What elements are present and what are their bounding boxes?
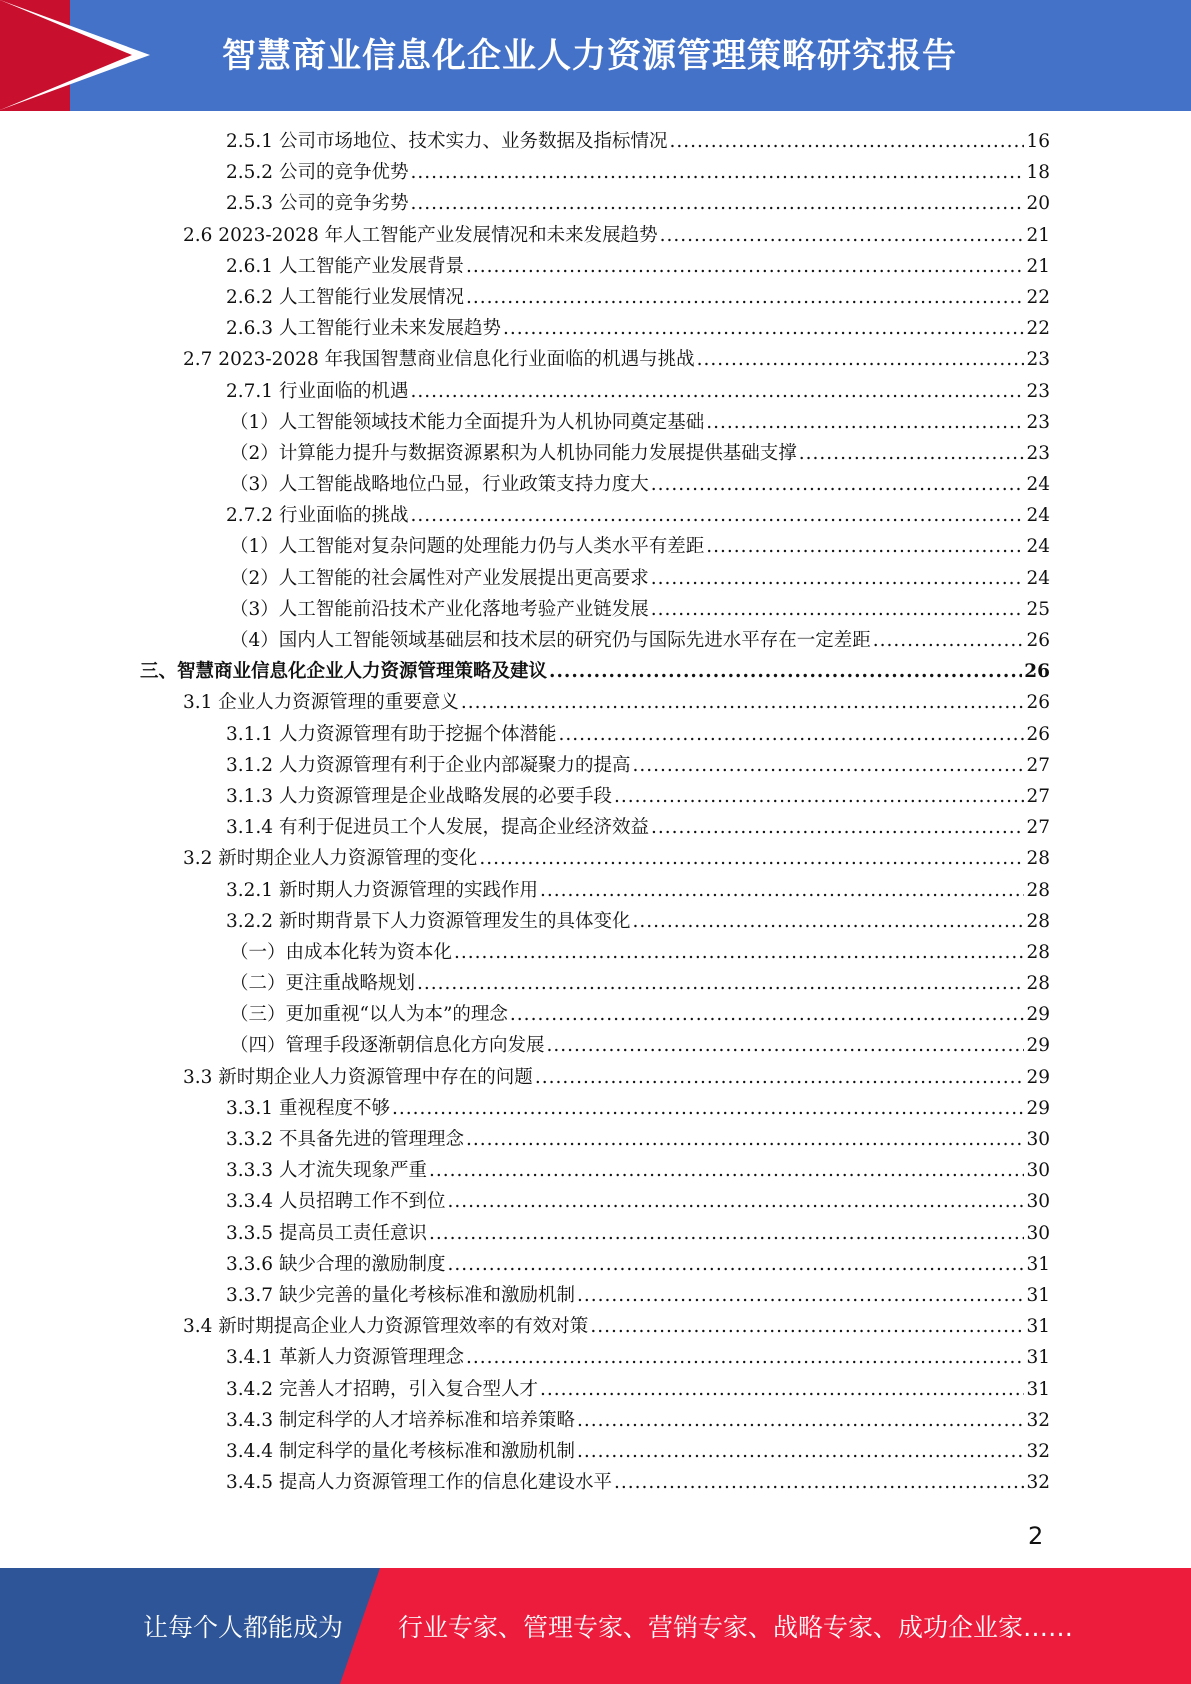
toc-entry-title: 3.3.6 缺少合理的激励制度 bbox=[226, 1253, 446, 1275]
toc-entry-page: 21 bbox=[1026, 224, 1050, 246]
toc-entry-page: 24 bbox=[1026, 536, 1050, 558]
toc-entry[interactable] bbox=[140, 1375, 1050, 1406]
toc-entry[interactable] bbox=[140, 595, 1050, 626]
toc-entry[interactable] bbox=[140, 314, 1050, 345]
toc-entry-page: 29 bbox=[1026, 1097, 1050, 1119]
toc-entry-page: 27 bbox=[1026, 817, 1050, 839]
toc-leader-dots bbox=[706, 412, 1024, 433]
toc-entry[interactable] bbox=[140, 1437, 1050, 1468]
toc-entry-page: 29 bbox=[1026, 1066, 1050, 1088]
toc-entry[interactable] bbox=[140, 720, 1050, 751]
toc-leader-dots bbox=[540, 1379, 1024, 1400]
toc-entry-page: 24 bbox=[1026, 474, 1050, 496]
toc-entry[interactable] bbox=[140, 626, 1050, 657]
toc-entry[interactable] bbox=[140, 221, 1050, 252]
toc-entry-page: 31 bbox=[1026, 1378, 1050, 1400]
toc-leader-dots bbox=[479, 848, 1024, 869]
toc-entry[interactable] bbox=[140, 1281, 1050, 1312]
toc-entry-page: 20 bbox=[1026, 193, 1050, 215]
toc-entry[interactable] bbox=[140, 1406, 1050, 1437]
header-chevron-red bbox=[0, 0, 132, 110]
toc-entry-page: 28 bbox=[1026, 941, 1050, 963]
toc-leader-dots bbox=[410, 505, 1024, 526]
footer-slogan-left: 让每个人都能成为 bbox=[143, 1613, 344, 1642]
toc-entry[interactable] bbox=[140, 158, 1050, 189]
toc-entry-page: 24 bbox=[1026, 567, 1050, 589]
toc-entry-page: 30 bbox=[1026, 1160, 1050, 1182]
toc-entry[interactable] bbox=[140, 657, 1050, 688]
toc-entry-page: 26 bbox=[1026, 692, 1050, 714]
toc-entry-title: （2）人工智能的社会属性对产业发展提出更高要求 bbox=[230, 567, 649, 589]
toc-entry-page: 24 bbox=[1026, 505, 1050, 527]
toc-entry-title: 3.3.5 提高员工责任意识 bbox=[226, 1222, 427, 1244]
toc-leader-dots bbox=[590, 1316, 1024, 1337]
toc-leader-dots bbox=[558, 724, 1024, 745]
toc-entry-title: 3.3.4 人员招聘工作不到位 bbox=[226, 1191, 446, 1213]
toc-entry[interactable] bbox=[140, 907, 1050, 938]
toc-entry-page: 30 bbox=[1026, 1129, 1050, 1150]
toc-entry[interactable] bbox=[140, 876, 1050, 907]
toc-leader-dots bbox=[510, 1004, 1025, 1025]
footer-red-slant bbox=[340, 1568, 380, 1684]
toc-entry-page: 29 bbox=[1026, 1004, 1050, 1026]
toc-entry-page: 25 bbox=[1026, 598, 1050, 620]
page-footer bbox=[0, 1568, 1191, 1684]
toc-leader-dots bbox=[466, 256, 1024, 277]
toc-entry-page: 21 bbox=[1026, 255, 1050, 277]
toc-entry-title: 2.5.1 公司市场地位、技术实力、业务数据及指标情况 bbox=[226, 131, 668, 152]
toc-leader-dots bbox=[535, 1067, 1025, 1088]
toc-entry-title: 3.3 新时期企业人力资源管理中存在的问题 bbox=[183, 1066, 533, 1088]
toc-entry[interactable] bbox=[140, 813, 1050, 844]
toc-entry-page: 31 bbox=[1026, 1347, 1050, 1369]
toc-entry-page: 31 bbox=[1026, 1253, 1050, 1275]
toc-entry-title: 3.1 企业人力资源管理的重要意义 bbox=[183, 692, 459, 714]
toc-entry-title: （2）计算能力提升与数据资源累积为人机协同能力发展提供基础支撑 bbox=[230, 442, 797, 464]
toc-entry[interactable] bbox=[140, 189, 1050, 220]
toc-leader-dots bbox=[417, 973, 1024, 994]
toc-leader-dots bbox=[447, 1191, 1024, 1212]
toc-entry[interactable] bbox=[140, 564, 1050, 595]
toc-entry-title: 3.4 新时期提高企业人力资源管理效率的有效对策 bbox=[183, 1316, 589, 1338]
toc-entry-title: （4）国内人工智能领域基础层和技术层的研究仍与国际先进水平存在一定差距 bbox=[230, 630, 871, 651]
toc-entry-page: 23 bbox=[1026, 380, 1050, 402]
toc-entry-title: 3.2.1 新时期人力资源管理的实践作用 bbox=[226, 879, 538, 901]
toc-entry-page: 26 bbox=[1026, 630, 1050, 651]
toc-leader-dots bbox=[873, 630, 1025, 651]
toc-entry-title: 3.4.4 制定科学的量化考核标准和激励机制 bbox=[226, 1440, 575, 1462]
toc-entry-title: 三、智慧商业信息化企业人力资源管理策略及建议 bbox=[140, 661, 548, 683]
toc-entry-page: 22 bbox=[1026, 286, 1050, 308]
toc-entry-title: 2.5.3 公司的竞争劣势 bbox=[226, 193, 409, 215]
toc-entry[interactable] bbox=[140, 751, 1050, 782]
toc-entry[interactable] bbox=[140, 252, 1050, 283]
toc-leader-dots bbox=[706, 536, 1024, 557]
toc-leader-dots bbox=[632, 755, 1024, 776]
toc-entry[interactable] bbox=[140, 1156, 1050, 1187]
toc-entry[interactable] bbox=[140, 1125, 1050, 1156]
toc-leader-dots bbox=[651, 599, 1025, 620]
toc-entry[interactable] bbox=[140, 1250, 1050, 1281]
toc-entry-title: （3）人工智能战略地位凸显，行业政策支持力度大 bbox=[230, 474, 649, 496]
toc-entry-page: 30 bbox=[1026, 1222, 1050, 1244]
toc-entry-title: （二）更注重战略规划 bbox=[230, 973, 416, 995]
toc-leader-dots bbox=[697, 349, 1025, 370]
toc-entry-title: 2.6.1 人工智能产业发展背景 bbox=[226, 255, 464, 277]
toc-leader-dots bbox=[392, 1098, 1024, 1119]
toc-leader-dots bbox=[577, 1410, 1024, 1431]
toc-entry-title: 3.4.5 提高人力资源管理工作的信息化建设水平 bbox=[226, 1472, 612, 1494]
toc-leader-dots bbox=[632, 911, 1024, 932]
toc-entry-title: （3）人工智能前沿技术产业化落地考验产业链发展 bbox=[230, 598, 649, 620]
toc-entry-page: 32 bbox=[1026, 1472, 1050, 1494]
toc-entry-title: 3.3.2 不具备先进的管理理念 bbox=[226, 1129, 464, 1150]
toc-leader-dots bbox=[651, 817, 1024, 838]
toc-entry-title: 3.2 新时期企业人力资源管理的变化 bbox=[183, 848, 478, 870]
toc-entry-title: 2.6.2 人工智能行业发展情况 bbox=[226, 286, 464, 308]
toc-entry-page: 16 bbox=[1026, 131, 1050, 152]
toc-entry-page: 27 bbox=[1026, 785, 1050, 807]
toc-entry-page: 32 bbox=[1026, 1409, 1050, 1431]
toc-entry[interactable] bbox=[140, 1031, 1050, 1062]
toc-entry-title: 3.1.2 人力资源管理有利于企业内部凝聚力的提高 bbox=[226, 754, 631, 776]
toc-leader-dots bbox=[549, 661, 1022, 682]
toc-entry-title: 3.2.2 新时期背景下人力资源管理发生的具体变化 bbox=[226, 910, 631, 932]
toc-entry-page: 26 bbox=[1024, 661, 1050, 683]
report-title: 智慧商业信息化企业人力资源管理策略研究报告 bbox=[222, 36, 957, 76]
toc-entry[interactable] bbox=[140, 1187, 1050, 1218]
page-number: 2 bbox=[1028, 1522, 1044, 1550]
toc-entry-title: 3.1.4 有利于促进员工个人发展，提高企业经济效益 bbox=[226, 817, 649, 839]
toc-entry[interactable] bbox=[140, 127, 1050, 158]
toc-entry-page: 22 bbox=[1026, 318, 1050, 340]
toc-entry-page: 23 bbox=[1026, 349, 1050, 371]
toc-entry-page: 23 bbox=[1026, 411, 1050, 433]
toc-entry[interactable] bbox=[140, 1094, 1050, 1125]
toc-entry-title: （四）管理手段逐渐朝信息化方向发展 bbox=[230, 1035, 545, 1057]
toc-leader-dots bbox=[410, 381, 1024, 402]
toc-entry[interactable] bbox=[140, 1468, 1050, 1499]
toc-entry-title: 3.3.1 重视程度不够 bbox=[226, 1097, 390, 1119]
toc-entry-title: （1）人工智能对复杂问题的处理能力仍与人类水平有差距 bbox=[230, 536, 705, 558]
toc-entry[interactable] bbox=[140, 688, 1050, 719]
toc-entry[interactable] bbox=[140, 439, 1050, 470]
footer-slogan-right: 行业专家、管理专家、营销专家、战略专家、成功企业家…… bbox=[398, 1613, 1074, 1642]
toc-entry-title: 2.7.1 行业面临的机遇 bbox=[226, 380, 409, 402]
toc-leader-dots bbox=[651, 474, 1025, 495]
toc-entry[interactable] bbox=[140, 1219, 1050, 1250]
toc-entry-title: （一）由成本化转为资本化 bbox=[230, 941, 453, 963]
toc-leader-dots bbox=[614, 786, 1024, 807]
toc-entry[interactable] bbox=[140, 283, 1050, 314]
toc-leader-dots bbox=[466, 287, 1024, 308]
toc-entry-page: 27 bbox=[1026, 754, 1050, 776]
toc-entry-page: 18 bbox=[1026, 162, 1050, 184]
toc-entry[interactable] bbox=[140, 938, 1050, 969]
toc-entry-page: 26 bbox=[1026, 723, 1050, 745]
toc-leader-dots bbox=[614, 1472, 1024, 1493]
toc-leader-dots bbox=[547, 1035, 1025, 1056]
toc-entry-page: 29 bbox=[1026, 1035, 1050, 1057]
toc-entry-title: 3.1.1 人力资源管理有助于挖掘个体潜能 bbox=[226, 723, 557, 745]
toc-leader-dots bbox=[429, 1160, 1024, 1181]
toc-leader-dots bbox=[466, 1347, 1024, 1368]
toc-entry-page: 32 bbox=[1026, 1440, 1050, 1462]
toc-entry-title: 2.7.2 行业面临的挑战 bbox=[226, 505, 409, 527]
toc-leader-dots bbox=[466, 1129, 1024, 1150]
toc-leader-dots bbox=[410, 193, 1024, 214]
toc-leader-dots bbox=[651, 568, 1025, 589]
toc-entry[interactable] bbox=[140, 532, 1050, 563]
page-header bbox=[0, 0, 1191, 111]
toc-entry-title: 2.6 2023-2028 年人工智能产业发展情况和未来发展趋势 bbox=[183, 224, 658, 246]
toc-entry-title: （1）人工智能领域技术能力全面提升为人机协同奠定基础 bbox=[230, 411, 705, 433]
toc-entry[interactable] bbox=[140, 345, 1050, 376]
toc-leader-dots bbox=[577, 1285, 1024, 1306]
toc-entry-page: 23 bbox=[1026, 442, 1050, 464]
toc-entry-page: 28 bbox=[1026, 973, 1050, 995]
toc-entry[interactable] bbox=[140, 470, 1050, 501]
toc-entry-page: 31 bbox=[1026, 1284, 1050, 1306]
toc-entry-title: 2.5.2 公司的竞争优势 bbox=[226, 162, 409, 184]
toc-entry-title: 3.4.1 革新人力资源管理理念 bbox=[226, 1347, 464, 1369]
toc-entry-title: 2.6.3 人工智能行业未来发展趋势 bbox=[226, 318, 501, 340]
toc-entry-title: 2.7 2023-2028 年我国智慧商业信息化行业面临的机遇与挑战 bbox=[183, 349, 695, 371]
table-of-contents bbox=[140, 127, 1050, 1499]
toc-entry-page: 28 bbox=[1026, 848, 1050, 870]
toc-leader-dots bbox=[429, 1223, 1024, 1244]
toc-leader-dots bbox=[669, 131, 1024, 152]
toc-entry-title: 3.4.3 制定科学的人才培养标准和培养策略 bbox=[226, 1409, 575, 1431]
toc-entry[interactable] bbox=[140, 782, 1050, 813]
toc-entry[interactable] bbox=[140, 844, 1050, 875]
toc-entry[interactable] bbox=[140, 1063, 1050, 1094]
toc-leader-dots bbox=[799, 443, 1025, 464]
toc-leader-dots bbox=[410, 162, 1024, 183]
toc-entry[interactable] bbox=[140, 1000, 1050, 1031]
toc-entry[interactable] bbox=[140, 408, 1050, 439]
toc-leader-dots bbox=[454, 942, 1024, 963]
toc-entry-page: 28 bbox=[1026, 910, 1050, 932]
toc-entry-page: 30 bbox=[1026, 1191, 1050, 1213]
toc-entry-title: 3.3.3 人才流失现象严重 bbox=[226, 1160, 427, 1182]
toc-leader-dots bbox=[577, 1441, 1024, 1462]
toc-entry-page: 28 bbox=[1026, 879, 1050, 901]
toc-entry-title: 3.4.2 完善人才招聘，引入复合型人才 bbox=[226, 1378, 538, 1400]
toc-leader-dots bbox=[540, 880, 1024, 901]
toc-entry[interactable] bbox=[140, 377, 1050, 408]
toc-leader-dots bbox=[447, 1254, 1024, 1275]
toc-entry[interactable] bbox=[140, 1312, 1050, 1343]
toc-entry[interactable] bbox=[140, 501, 1050, 532]
toc-entry-title: 3.1.3 人力资源管理是企业战略发展的必要手段 bbox=[226, 785, 612, 807]
toc-leader-dots bbox=[461, 692, 1025, 713]
toc-leader-dots bbox=[503, 318, 1024, 339]
toc-leader-dots bbox=[660, 225, 1025, 246]
toc-entry-page: 31 bbox=[1026, 1316, 1050, 1338]
toc-entry[interactable] bbox=[140, 1343, 1050, 1374]
toc-entry-title: （三）更加重视“以人为本”的理念 bbox=[230, 1004, 508, 1026]
toc-entry-title: 3.3.7 缺少完善的量化考核标准和激励机制 bbox=[226, 1284, 575, 1306]
toc-entry[interactable] bbox=[140, 969, 1050, 1000]
